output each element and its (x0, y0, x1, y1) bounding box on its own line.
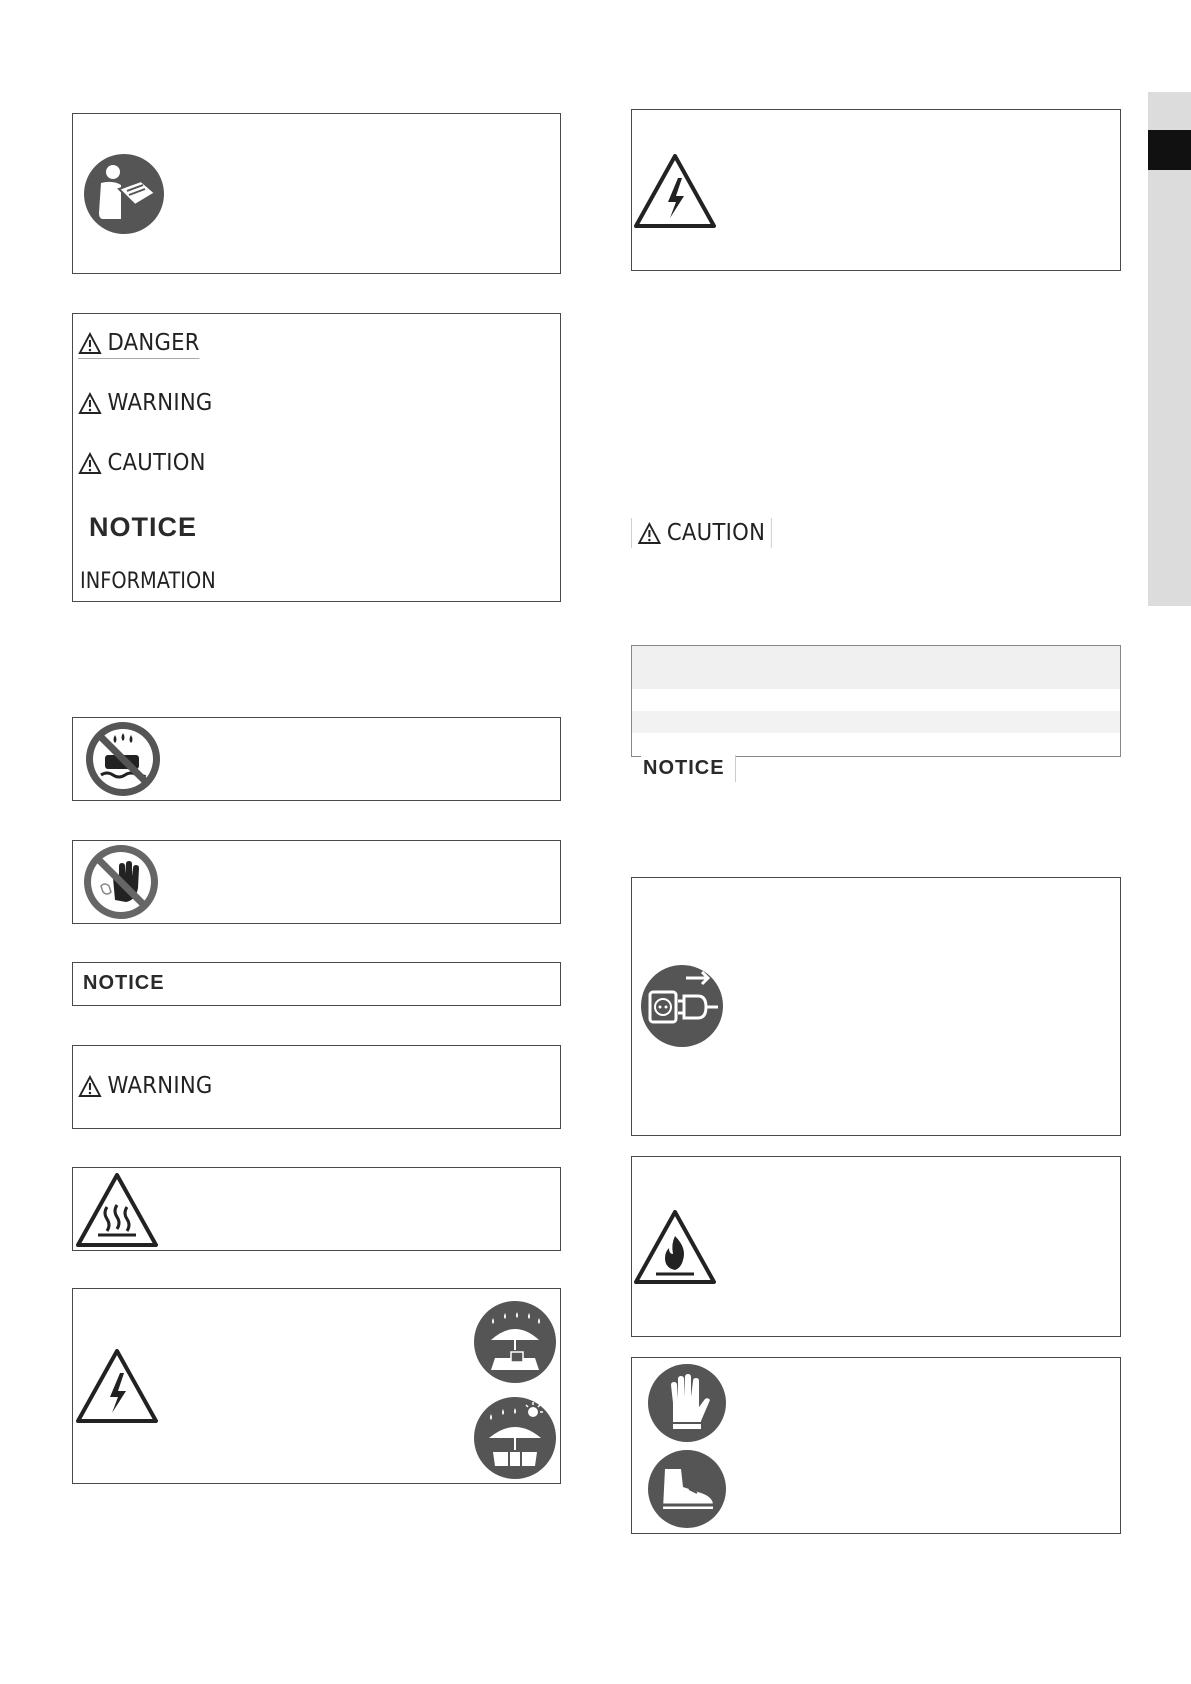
warning-signal (78, 390, 213, 416)
left-notice-label: NOTICE (83, 972, 165, 994)
right-caution-label: CAUTION (666, 520, 766, 546)
spec-table (631, 645, 1121, 757)
warning-triangle-icon (78, 392, 102, 415)
warning-triangle-icon (78, 332, 102, 355)
right-electric-box (631, 109, 1121, 271)
electric-hazard-icon (74, 1347, 160, 1425)
hot-surface-icon (74, 1171, 160, 1249)
left-warning-label: WARNING (107, 1073, 213, 1099)
table-row (632, 689, 1120, 711)
do-not-touch-box (72, 840, 561, 924)
warning-triangle-icon (78, 452, 102, 475)
electric-keep-dry-box (72, 1288, 561, 1484)
table-row (632, 711, 1120, 733)
caution-signal (78, 450, 206, 476)
left-warning-box (72, 1045, 561, 1129)
information-signal: INFORMATION (80, 569, 216, 594)
electric-hazard-icon (632, 152, 718, 230)
fire-hazard-box (631, 1156, 1121, 1337)
no-water-icon (85, 721, 161, 797)
signal-words-box (72, 313, 561, 602)
warning-triangle-icon (637, 522, 661, 545)
left-notice-box (72, 962, 561, 1006)
protect-from-weather-icon (473, 1396, 557, 1480)
keep-dry-icon (473, 1300, 557, 1384)
warning-triangle-icon (78, 1075, 102, 1098)
danger-signal (78, 330, 200, 359)
read-manual-box (72, 113, 561, 274)
no-water-box (72, 717, 561, 801)
protective-equipment-box (631, 1357, 1121, 1534)
safety-shoes-icon (647, 1449, 727, 1529)
gloves-icon (647, 1363, 727, 1443)
right-notice-label: NOTICE (641, 755, 736, 782)
danger-label: DANGER (107, 330, 200, 356)
caution-label: CAUTION (107, 450, 206, 476)
fire-hazard-icon (632, 1208, 718, 1286)
left-warning-signal (78, 1073, 213, 1099)
chapter-tab-active-marker (1148, 130, 1191, 170)
do-not-touch-icon (83, 844, 159, 920)
hot-surface-box (72, 1167, 561, 1251)
table-row (632, 733, 1120, 756)
unplug-box (631, 877, 1121, 1136)
unplug-icon (640, 964, 724, 1048)
read-manual-icon (83, 153, 165, 235)
notice-signal: NOTICE (89, 512, 198, 542)
right-caution-signal (631, 518, 772, 548)
warning-label: WARNING (107, 390, 213, 416)
table-header-row (632, 646, 1120, 690)
